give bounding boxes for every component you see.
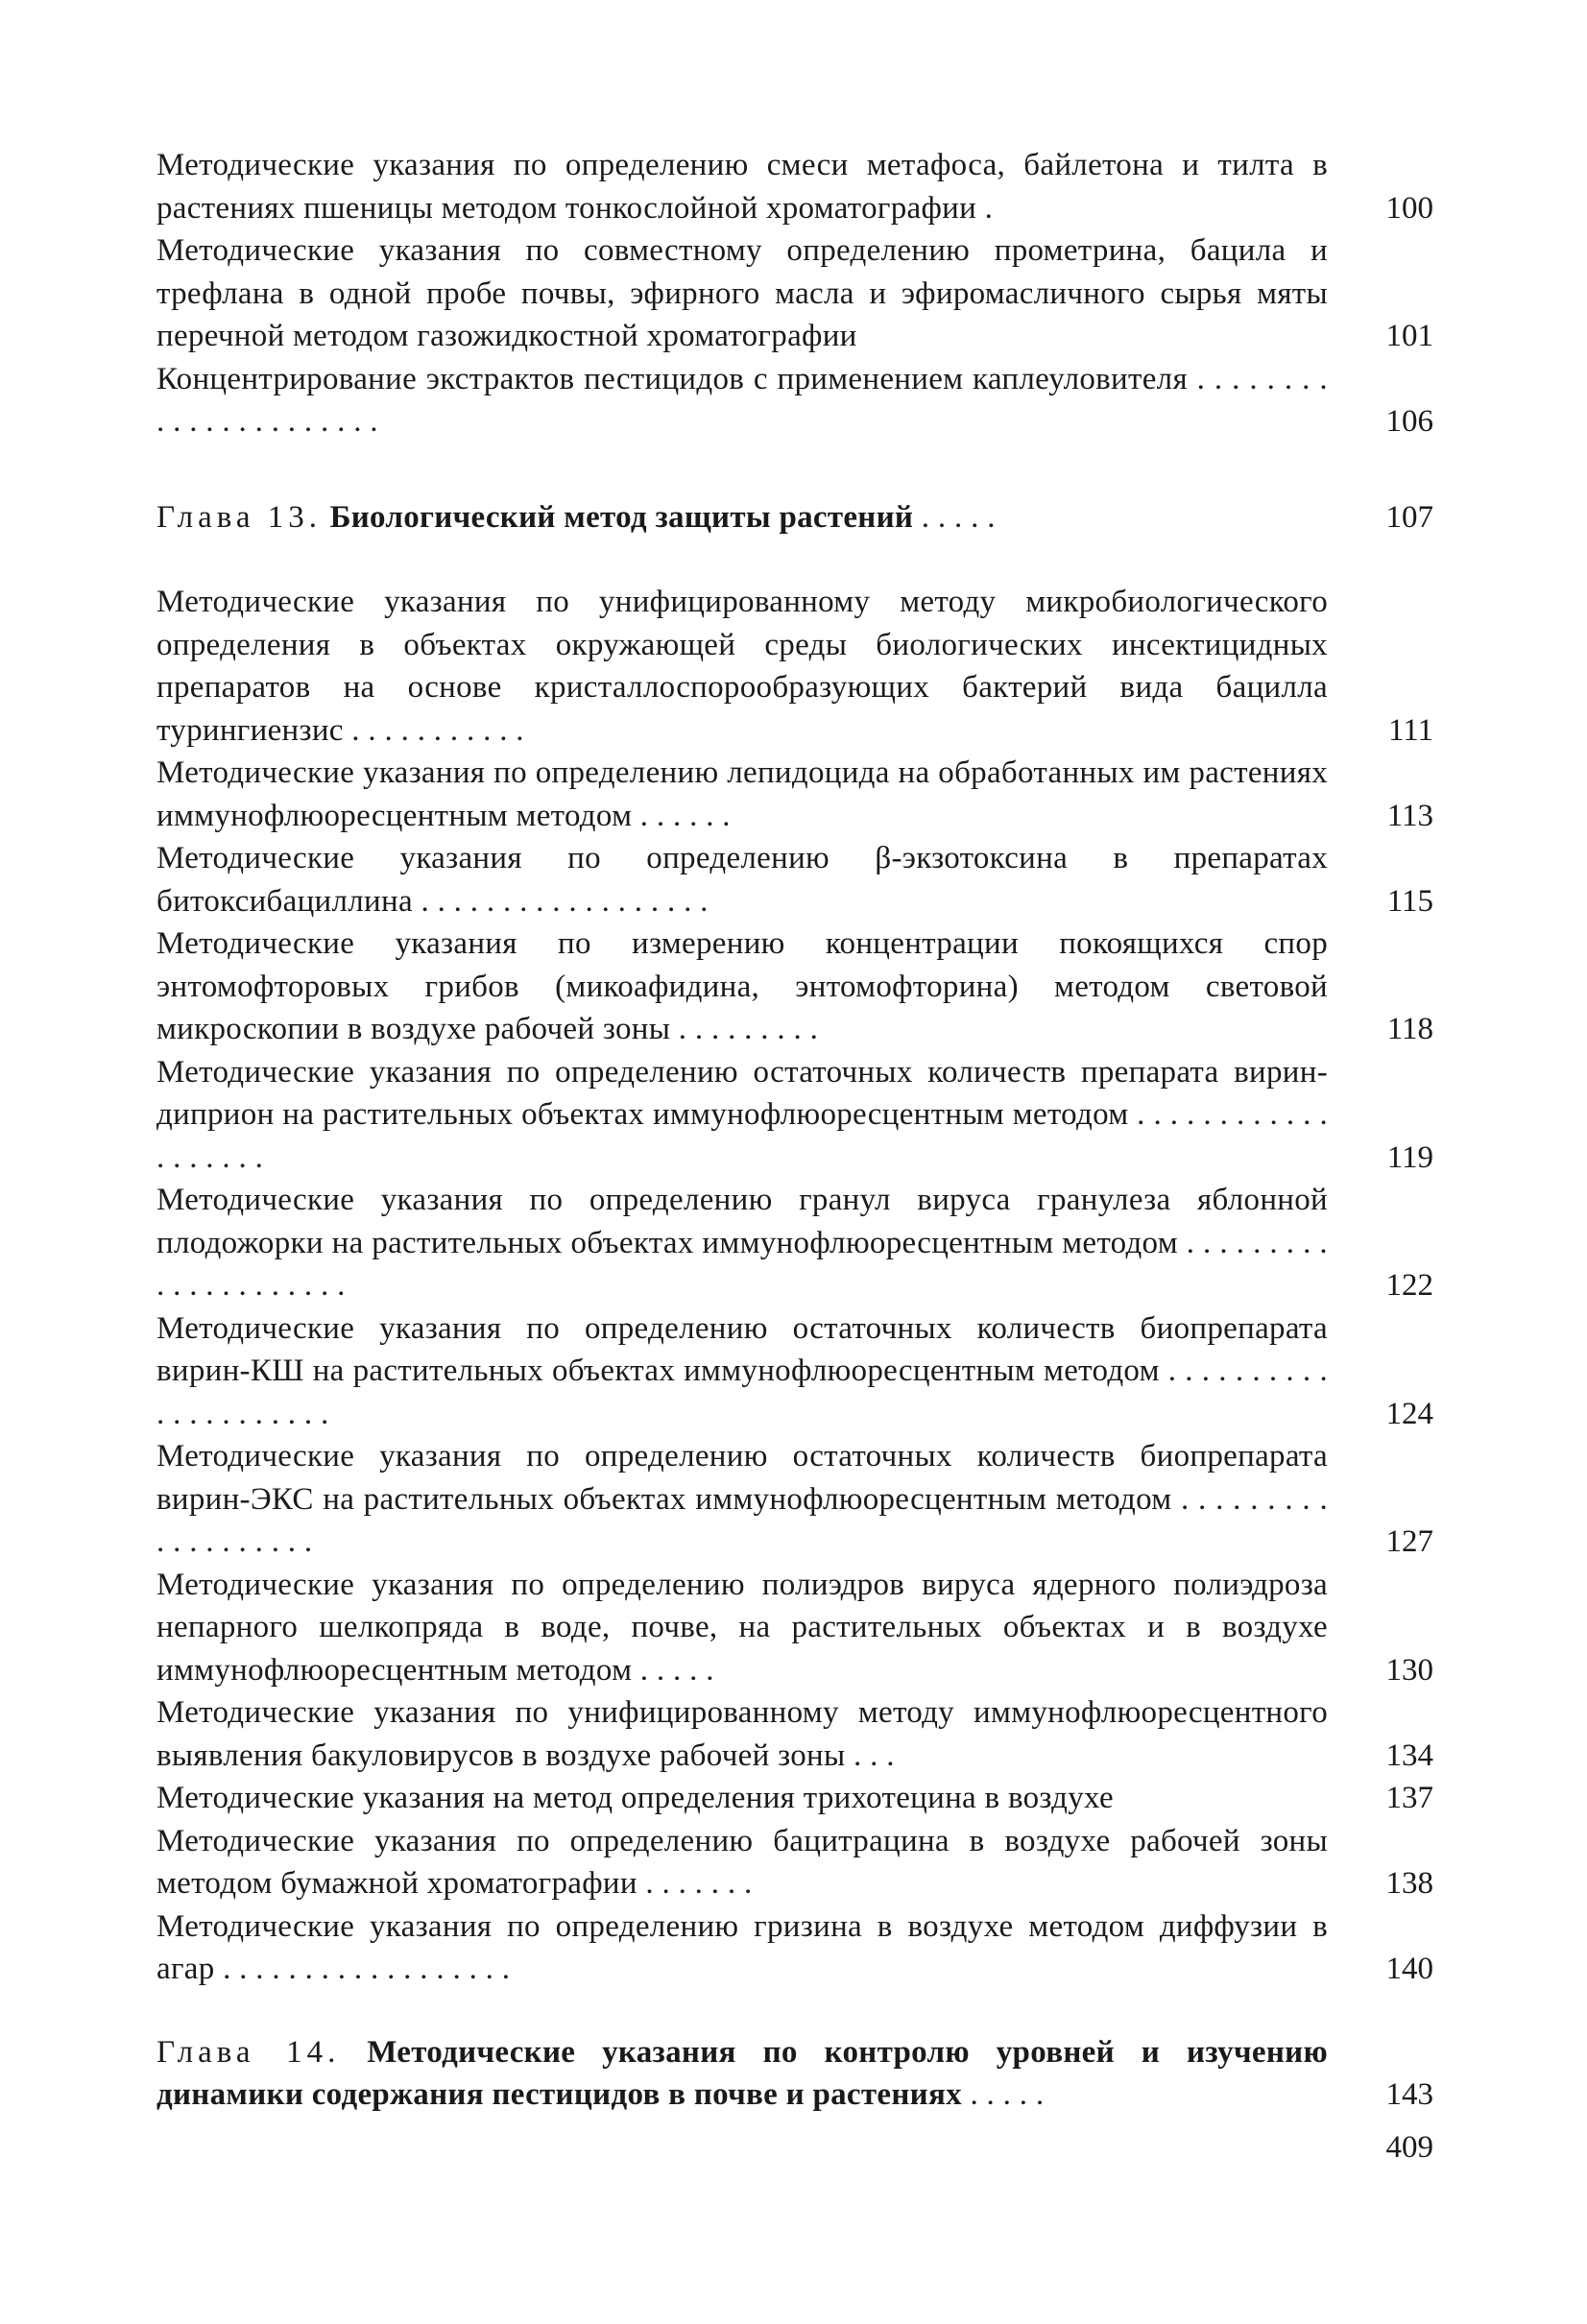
chapter-label: Глава 13. — [156, 499, 323, 535]
toc-entry-title: Методические указания по определению гранул вируса гранулеза яблонной плодожорки на растительных объектах иммунофлюоресцентным методом . . . . . . . . . . . . . . . . . . . . . — [156, 1183, 1328, 1303]
chapter-heading-13 — [156, 496, 1433, 539]
toc-entry-title: Методические указания по определению остаточных количеств препарата вирин-диприон на растительных объектах иммунофлюоресцентным методом . . . . . . . . . . . . . . . . . . . — [156, 1054, 1328, 1175]
toc-entry-page: 113 — [1386, 798, 1433, 833]
toc-entry — [156, 837, 1433, 922]
toc-entry-page: 130 — [1385, 1652, 1433, 1688]
toc-entry-title: Методические указания по определению β-экзотоксина в препаратах битоксибациллина . . . . . . . . . . . . . . . . . . — [156, 841, 1328, 919]
toc-entry — [156, 1820, 1433, 1905]
toc-entry-title: Методические указания по определению остаточных количеств биопрепарата вирин-КШ на растительных объектах иммунофлюоресцентным методом . . . . . . . . . . . . . . . . . . . . . — [156, 1310, 1328, 1431]
toc-entry — [156, 358, 1433, 443]
toc-entry-title: Методические указания по совместному определению прометрина, бацила и трефлана в одной пробе почвы, эфирного масла и эфиромасличного сырья мяты перечной методом газожидкостной хроматографии — [156, 233, 1328, 353]
chapter-title: Методические указания по контролю уровней и изучению динамики содержания пестицидов в почве и растениях — [156, 2034, 1328, 2112]
chapter-page: 143 — [1385, 2077, 1433, 2112]
toc-entry-title: Методические указания по определению смеси метафоса, байлетона и тилта в растениях пшеницы методом тонкослойной хроматографии . — [156, 148, 1328, 226]
chapter-leader-dots: . . . . . — [961, 2077, 1045, 2112]
toc-entry-title: Методические указания по унифицированному методу микробиологического определения в объектах окружающей среды биологических инсектицидных препаратов на основе кристаллоспорообразующих бактерий вида бацилла турингиензис . . . . . . . . . . . — [156, 585, 1328, 748]
toc-entry — [156, 1179, 1433, 1307]
spacer — [156, 539, 1433, 581]
toc-entry-title: Методические указания на метод определения трихотецина в воздухе — [156, 1781, 1114, 1815]
toc-entry — [156, 922, 1433, 1051]
toc-entry-title: Методические указания по определению лепидоцида на обработанных им растениях иммунофлюоресцентным методом . . . . . . — [156, 755, 1328, 833]
toc-entry — [156, 1905, 1433, 1991]
toc-entry — [156, 752, 1433, 837]
toc-entry-page: 115 — [1386, 883, 1433, 919]
toc-entry — [156, 1435, 1433, 1564]
table-of-contents — [156, 144, 1433, 2117]
spacer — [156, 1991, 1433, 2031]
page-number: 409 — [1385, 2130, 1433, 2165]
toc-entry-page: 106 — [1385, 404, 1433, 439]
toc-entry — [156, 229, 1433, 358]
toc-entry-page: 138 — [1385, 1866, 1433, 1901]
toc-entry-page: 101 — [1385, 319, 1433, 353]
toc-entry-page: 134 — [1385, 1737, 1433, 1773]
toc-entry-page: 111 — [1387, 712, 1433, 748]
toc-entry — [156, 1691, 1433, 1777]
toc-entry-title: Методические указания по определению остаточных количеств биопрепарата вирин-ЭКС на растительных объектах иммунофлюоресцентным методом . . . . . . . . . . . . . . . . . . . — [156, 1439, 1328, 1559]
toc-entry-page: 140 — [1385, 1952, 1433, 1986]
toc-entry-page: 118 — [1386, 1012, 1433, 1046]
chapter-label: Глава 14. — [156, 2034, 341, 2070]
toc-entry-title: Методические указания по измерению концентрации покоящихся спор энтомофторовых грибов (микоафидина, энтомофторина) методом световой микроскопии в воздухе рабочей зоны . . . . . . . . . — [156, 926, 1328, 1046]
chapter-heading-text — [156, 496, 1328, 539]
toc-entry-title: Методические указания по определению гризина в воздухе методом диффузии в агар . . . . . . . . . . . . . . . . . . — [156, 1908, 1328, 1986]
toc-entry-page: 119 — [1386, 1139, 1433, 1175]
toc-entry-title: Концентрирование экстрактов пестицидов с применением каплеуловителя . . . . . . . . . . . . . . . . . . . . . . — [156, 361, 1328, 439]
toc-entry-page: 137 — [1385, 1781, 1433, 1815]
toc-entry-page: 122 — [1385, 1268, 1433, 1303]
toc-entry-title: Методические указания по определению бацитрацина в воздухе рабочей зоны методом бумажной хроматографии . . . . . . . — [156, 1823, 1328, 1901]
toc-entry — [156, 144, 1433, 229]
toc-entry — [156, 1051, 1433, 1180]
chapter-page: 107 — [1385, 499, 1433, 535]
chapter-heading-text — [156, 2031, 1328, 2117]
toc-entry-page: 100 — [1385, 190, 1433, 226]
toc-entry-page: 124 — [1385, 1396, 1433, 1431]
toc-entry — [156, 1307, 1433, 1436]
toc-entry — [156, 1564, 1433, 1692]
chapter-title: Биологический метод защиты растений — [329, 499, 914, 535]
toc-entry — [156, 581, 1433, 752]
toc-entry-title: Методические указания по определению полиэдров вируса ядерного полиэдроза непарного шелкопряда в воде, почве, на растительных объектах и в воздухе иммунофлюоресцентным методом . . . . . — [156, 1567, 1328, 1688]
toc-entry — [156, 1777, 1433, 1820]
toc-entry-title: Методические указания по унифицированному методу иммунофлюоресцентного выявления бакуловирусов в воздухе рабочей зоны . . . — [156, 1695, 1328, 1773]
chapter-leader-dots: . . . . . — [913, 499, 996, 535]
spacer — [156, 443, 1433, 496]
chapter-heading-14 — [156, 2031, 1433, 2117]
toc-entry-page: 127 — [1385, 1524, 1433, 1559]
